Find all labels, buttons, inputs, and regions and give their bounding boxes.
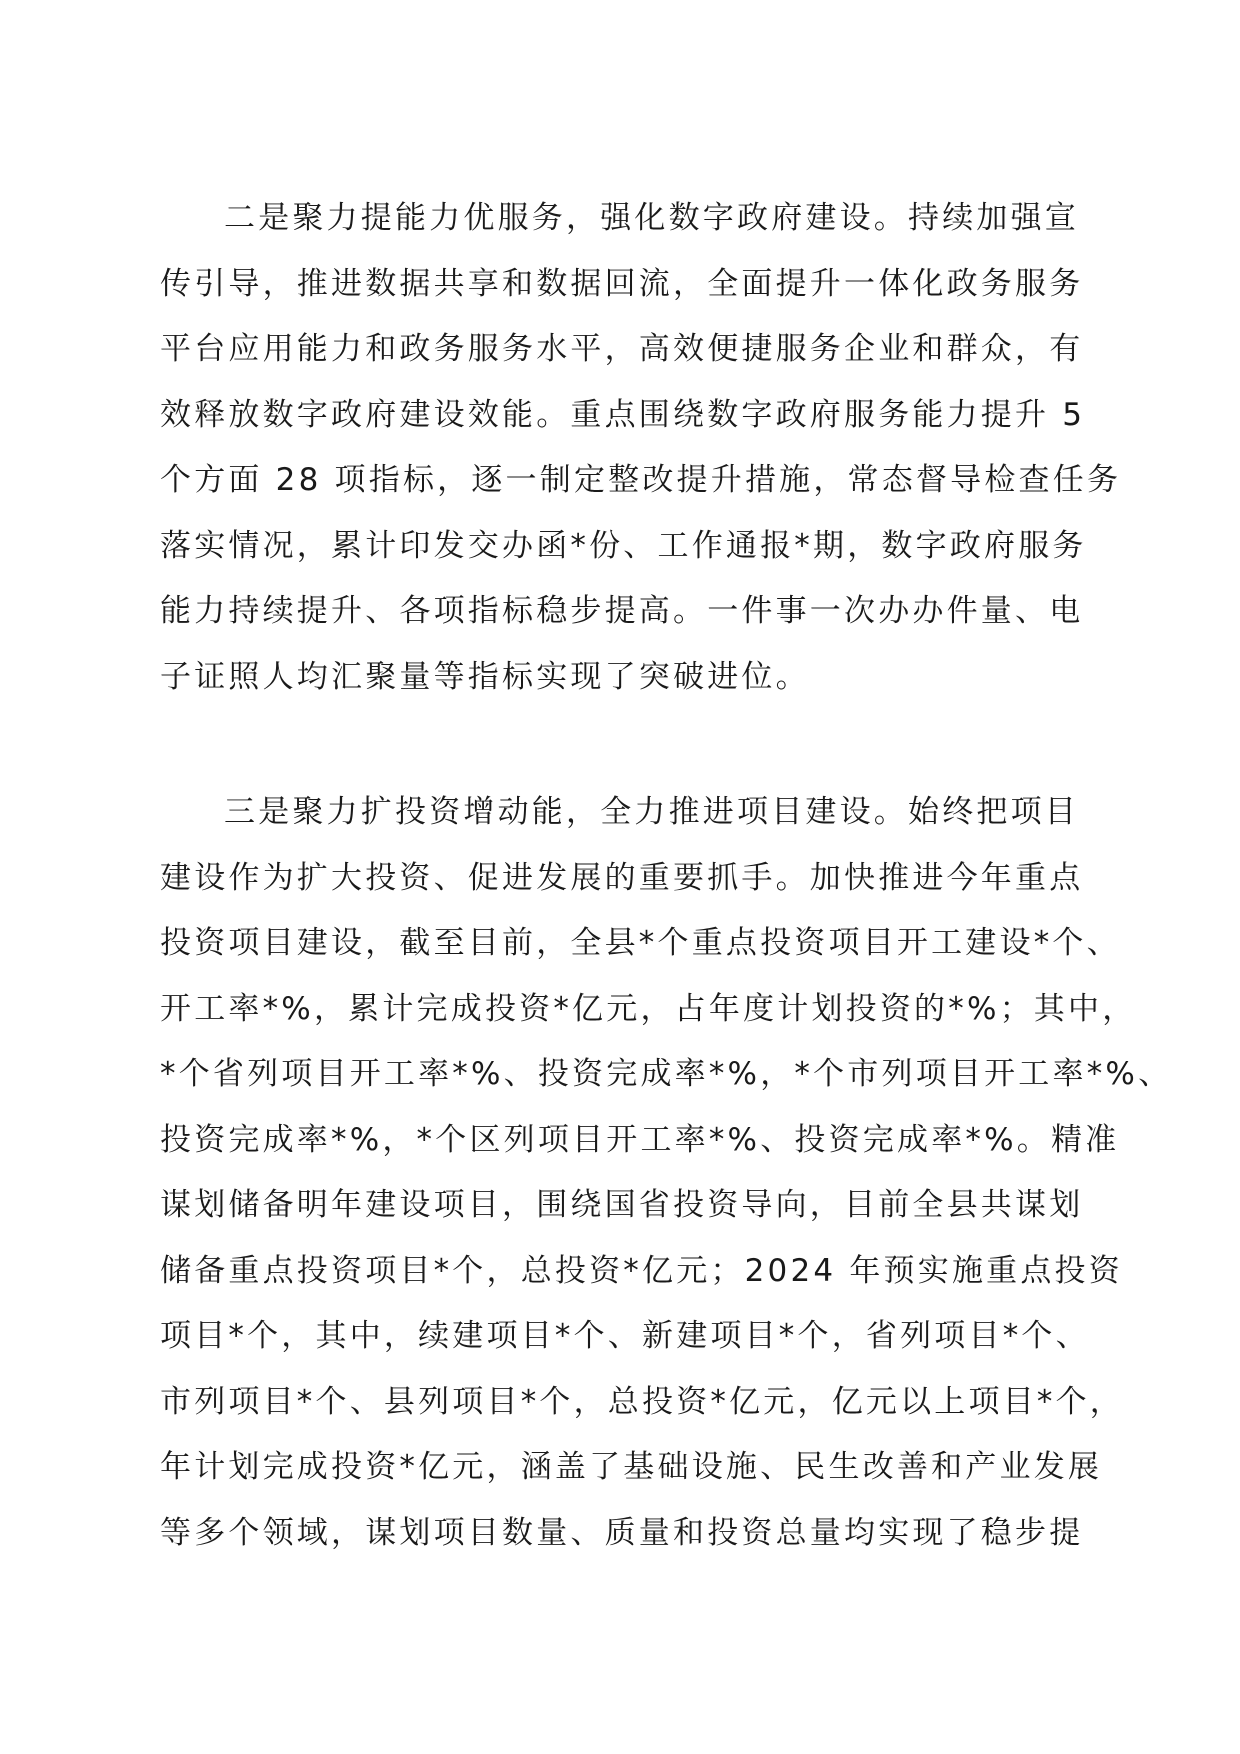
text-line: 谋划储备明年建设项目，围绕国省投资导向，目前全县共谋划 — [160, 1187, 1084, 1223]
text-line: 个方面 28 项指标，逐一制定整改提升措施，常态督导检查任务 — [160, 462, 1122, 498]
text-line: 项目*个，其中，续建项目*个、新建项目*个，省列项目*个、 — [160, 1318, 1090, 1354]
paragraph-investment-projects — [160, 780, 1173, 1566]
text-line: 建设作为扩大投资、促进发展的重要抓手。加快推进今年重点 — [160, 859, 1084, 896]
text-line: 效释放数字政府建设效能。重点围绕数字政府服务能力提升 5 — [160, 396, 1086, 433]
text-line: 投资完成率*%，*个区列项目开工率*%、投资完成率*%。精准 — [160, 1121, 1120, 1158]
text-line: 三是聚力扩投资增动能，全力推进项目建设。始终把项目 — [224, 794, 1079, 830]
text-line: 储备重点投资项目*个，总投资*亿元；2024 年预实施重点投资 — [160, 1252, 1123, 1289]
paragraph-digital-government — [160, 186, 1122, 710]
text-line: 能力持续提升、各项指标稳步提高。一件事一次办办件量、电 — [160, 593, 1084, 629]
text-line: *个省列项目开工率*%、投资完成率*%，*个市列项目开工率*%、 — [160, 1056, 1173, 1092]
text-line: 投资项目建设，截至目前，全县*个重点投资项目开工建设*个、 — [160, 925, 1121, 961]
text-line: 等多个领域，谋划项目数量、质量和投资总量均实现了稳步提 — [160, 1514, 1084, 1551]
text-line: 落实情况，累计印发交办函*份、工作通报*期，数字政府服务 — [160, 527, 1087, 564]
text-line: 传引导，推进数据共享和数据回流，全面提升一体化政务服务 — [160, 265, 1084, 302]
text-line: 子证照人均汇聚量等指标实现了突破进位。 — [160, 658, 810, 695]
text-line: 市列项目*个、县列项目*个，总投资*亿元，亿元以上项目*个， — [160, 1383, 1124, 1420]
text-line: 开工率*%，累计完成投资*亿元，占年度计划投资的*%；其中， — [160, 990, 1137, 1027]
text-line: 平台应用能力和政务服务水平，高效便捷服务企业和群众，有 — [160, 331, 1084, 367]
text-line: 年计划完成投资*亿元，涵盖了基础设施、民生改善和产业发展 — [160, 1449, 1103, 1485]
text-line: 二是聚力提能力优服务，强化数字政府建设。持续加强宣 — [224, 200, 1079, 236]
